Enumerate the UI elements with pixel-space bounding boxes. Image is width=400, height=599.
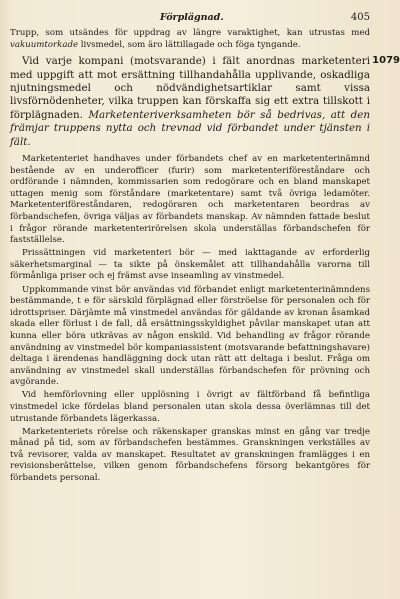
section-main [10,55,400,149]
intro-text-after: livsmedel, som äro lättillagade och föga tyngande. [78,39,301,50]
paragraph: Vid hemförlovning eller upplösning i övrigt av fältförband få befintliga vinstmedel icke fördelas bland personalen utan skola dessa överlämnas till det utrustande förbandets lägerkassa. [10,390,370,424]
section-italic: Marketenteriverksamheten bör så bedrivas, att den främjar truppens nytta och trevnad vid förbandet under tjänsten i fält. [10,108,370,148]
intro-block [10,28,370,51]
intro-paragraph [10,28,370,51]
body-text [10,154,370,485]
section-paragraph [10,55,370,149]
paragraph: Uppkommande vinst bör användas vid förbandet enligt marketenterinämndens bestämmande, t e för särskild förplägnad eller förströelse för personalen och för idrottspriser. Därjämte må vinstmedel användas för gäldande av kronan åsamkad skada eller förlust i de fall, då ersättningsskyldighet påvilar manskapet utan att kunna eller böra utkrävas av någon enskild. Vid behandling av frågor rörande användning av vinstmedel bör kompaniassistent (motsvarande befattningshavare) deltaga i ärendenas handläggning dock utan rätt att deltaga i beslut. Fråga om användning av vinstmedel skall underställas förbandschefen för prövning och avgörande. [10,284,370,388]
running-header [10,10,370,28]
section-text: Vid varje kompani (motsvarande) i fält anordnas marketenteri med uppgift att mot ersättning tillhandahålla upplivande, oskadliga njutningsmedel och nödvändighetsartiklar samt vissa livsförnödenheter, vilka truppen kan förskaffa sig ett extra tillskott i förplägnaden. [10,55,370,121]
page-number: 405 [350,12,370,23]
paragraph: Marketenteriet handhaves under förbandets chef av en marketenterinämnd bestående av en underofficer (furir) som marketenteriföreståndare och ordförande i nämnden, kommissarien som redogörare och en bland manskapet uttagen menig som förståndare (marketentare) samt två övriga ledamöter. Marketenteriföreståndaren, redogöraren och marketentaren beordras av förbandschefen, övriga väljas av förbandets manskap. Av nämnden fattade beslut i frågor rörande marketenterirörelsen skola underställas förbandschefen för fastställelse. [10,154,370,246]
intro-italic: vakuumtorkade [10,39,79,50]
section-number: 1079 [372,55,400,67]
running-title: Förplägnad. [160,12,224,23]
intro-text-before: Trupp, som utsändes för uppdrag av längre varaktighet, kan utrustas med [10,28,370,38]
paragraph: Marketenteriets rörelse och räkenskaper granskas minst en gång var tredje månad på tid, som av förbandschefen bestämmes. Granskningen verkställes av två revisorer, valda av manskapet. Resultatet av granskningen framlägges i en revisionsberättelse, vilken genom förbandschefens försorg bekantgöres för förbandets personal. [10,426,370,484]
paragraph: Prissättningen vid marketenteri bör — med iakttagande av erforderlig säkerhetsmarginal — ta sikte på önskemålet att tillhandahålla varorna till förmånliga priser och ej främst avse inseamling av vinstmedel. [10,248,370,282]
